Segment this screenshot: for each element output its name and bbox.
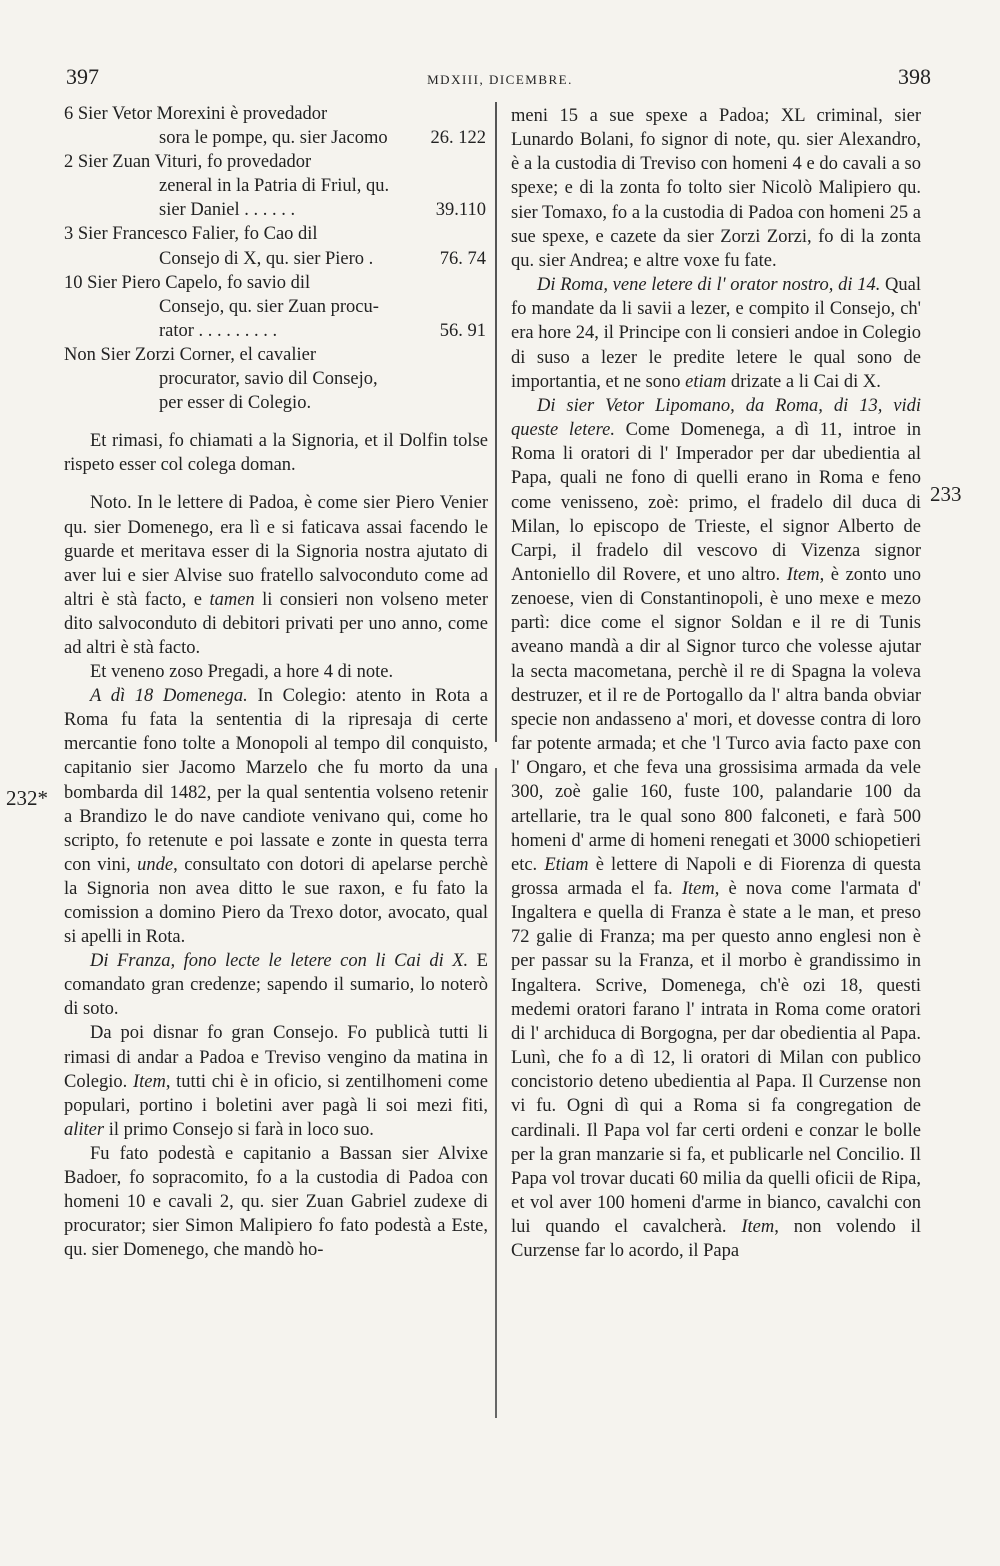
ledger-row (64, 102, 488, 126)
ledger-text: rator . . . . . . . . . (159, 320, 278, 341)
ledger-text: 10 Sier Piero Capelo, fo savio dil (64, 272, 311, 293)
ledger-row (64, 174, 488, 198)
ledger-row (64, 391, 488, 415)
ledger-row (64, 126, 488, 150)
page-number-left: 397 (66, 64, 99, 89)
ledger-row (64, 198, 488, 222)
paragraph: Di Franza, fono lecte le letere con li Cai di X. E comandato gran credenze; sapendo il sumario, lo noterò di soto. (64, 951, 488, 1020)
ledger-text: sier Daniel . . . . . . (159, 200, 296, 221)
ledger-text: Consejo, qu. sier Zuan procu- (159, 296, 379, 317)
ledger-row (64, 295, 488, 319)
paragraph: Di Roma, vene letere di l' orator nostro, di 14. Qual fo mandate da li savii a lezer, e compito il Consejo, ch' era hore 24, il Principe con li consieri andoe in Colegio di suso a lezer le predite letere le qual sono de importantia, et ne sono etiam drizate a li Cai di X. (511, 275, 921, 392)
paragraph: Fu fato podestà e capitanio a Bassan sier Alvixe Badoer, fo sopracomito, fo a la custodia di Padoa con homeni 10 e cavali 2, qu. sier Zuan Gabriel zudexe di procurator; sier Simon Malipiero fo fato podestà a Este, qu. sier Domenego, che mandò ho- (64, 1143, 488, 1261)
running-header: MDXIII, DICEMBRE. (427, 72, 573, 87)
ledger-row (64, 271, 488, 295)
ledger-vote-count: 56. 91 (439, 320, 486, 341)
paragraph: A dì 18 Domenega. In Colegio: atento in Rota a Roma fu fata la sententia di la ripresaja di certe mercantie fono tolte a Monopoli al tempo dil conquisto, capitanio sier Jacomo Marzelo che fu morto da una bombarda dil 1482, per la qual sententia volseno retenir a Brandizo le do nave candiote venivano qui, come ho scripto, fo retenute e poi lassate e zonte in questa terra con vini, unde, consultato con dotori di apelarse perchè la Signoria non avea ditto le sue raxon, e fu fato la comission a domino Piero da Trexo dotor, avocato, qual si apelli in Rota. (64, 686, 489, 948)
ledger-row (64, 150, 488, 174)
paragraph: meni 15 a sue spexe a Padoa; XL criminal, sier Lunardo Bolani, fo signor di note, qu. sier Alexandro, è a la custodia di Treviso con homeni 4 e do cavali a so spexe; e di la zonta fo tolto sier Nicolò Malipiero qu. sier Tomaxo, fo a la custodia di Padoa con homeni 25 a sue spexe, e cazete da sier Zorzi Zorzi, fo di la zonta qu. sier Andrea; e altre voxe fu fate. (511, 106, 921, 271)
ledger-text: Non Sier Zorzi Corner, el cavalier (64, 344, 316, 365)
ledger-text: per esser di Colegio. (159, 393, 312, 414)
ledger-row (64, 222, 488, 246)
ledger-text: sora le pompe, qu. sier Jacomo (159, 128, 388, 149)
margin-note-right: 233 (930, 482, 962, 506)
vote-ledger (64, 102, 488, 415)
ledger-vote-count: 39.110 (435, 200, 486, 221)
ledger-text: 3 Sier Francesco Falier, fo Cao dil (64, 224, 318, 245)
ledger-text: 2 Sier Zuan Vituri, fo provedador (64, 152, 312, 173)
paragraph: Da poi disnar fo gran Consejo. Fo publicà tutti li rimasi di andar a Padoa e Treviso vengino da matina in Colegio. Item, tutti chi è in oficio, si zentilhomeni come populari, portino i boletini aver pagà li soi mezi fiti, aliter il primo Consejo si farà in loco suo. (64, 1023, 488, 1140)
paragraph: Et veneno zoso Pregadi, a hore 4 di note. (90, 662, 394, 683)
ledger-row (64, 343, 488, 367)
margin-note-left: 232* (6, 786, 48, 810)
ledger-text: 6 Sier Vetor Morexini è provedador (64, 104, 328, 124)
paragraph: Noto. In le lettere di Padoa, è come sier Piero Venier qu. sier Domenego, era lì e si faticava assai facendo le guarde et meritava esser di la Signoria nostra ajutato di aver lui e sier Alvise suo fratello salvoconduto come ad altri è stà facto, e tamen li consieri non volseno meter dito salvoconduto di debitori privati per uno anno, come ad altri è stà facto. (64, 493, 488, 658)
ledger-vote-count: 26. 122 (430, 128, 486, 149)
column-divider (495, 768, 497, 1418)
left-column (64, 102, 488, 1262)
paragraph: Di sier Vetor Lipomano, da Roma, di 13, vidi queste letere. Come Domenega, a dì 11, introe in Roma li oratori di l' Imperador per dar ubedientia al Papa, quali ne fono di quelli erano in Roma e feno come venisseno, zoè: primo, el fradelo dil duca di Milan, lo episcopo de Trieste, el signor Alberto de Carpi, il fradelo dil vescovo di Vizenza signor Antoniello dil Rovere, et uno altro. Item, è zonto uno zenoese, vien di Constantinopoli, è uno mexe e mezo partì: dice come el signor Soldan e il re di Tunis aveano mandà a dir al Signor turco che volesse ajutar la secta macometana, perchè il re di Spagna la voleva destruzer, et il re de Portogallo da l' altra banda obviar specie non andasseno a' mori, et dovesse contra di loro far potente armada; et che 'l Turco avia facto paxe con l' Ongaro, et che feva una grossisima armada da vele 300, zoè galie 160, fuste 100, palandarie 100 da artellarie, tra le qual sono 800 falconeti, e farà 500 homeni d' arme di homeni renegati et 3000 schiopetieri etc. Etiam è lettere di Napoli e di Fiorenza di questa grossa armada el fa. Item, è nova come l'armata d' Ingaltera e quella di Franza è state a le man, et preso 72 galie di Franza; ma per questo anno englesi non è per passar su la Franza, et il morbo è grandissimo in Ingaltera. Scrive, Domenega, ch'è ozi 18, questi medemi oratori farano l' intrata in Roma come oratori di l' archiduca di Borgogna, per dar obedientia al Papa. Lunì, che fo a dì 12, li oratori di Milan con publico concistorio deteno ubedientia al Papa. Il Curzense non vi fu. Ogni dì qui a Roma si fa congregation de cardinali. Il Papa vol far certi ordeni e conzar le bolle per la gran manzarie si fa, et publicarle nel Concilio. Il Papa vol trovar ducati 60 milia da quelli oficii de Ripa, et vol aver 100 homeni d'arme in bianco, cavalchi con lui quando el cavalcherà. Item, non volendo il Curzense far lo acordo, il Papa (511, 395, 921, 1262)
ledger-text: procurator, savio dil Consejo, (159, 369, 378, 390)
column-divider (495, 102, 497, 742)
right-column (511, 104, 921, 1264)
ledger-text: Consejo di X, qu. sier Piero . (159, 248, 374, 269)
ledger-vote-count: 76. 74 (439, 248, 486, 269)
ledger-row (64, 319, 488, 343)
ledger-row (64, 367, 488, 391)
ledger-row (64, 247, 488, 271)
page-number-right: 398 (898, 64, 931, 89)
ledger-text: zeneral in la Patria di Friul, qu. (159, 176, 390, 197)
paragraph: Et rimasi, fo chiamati a la Signoria, et il Dolfin tolse rispeto esser col colega doman. (64, 431, 488, 476)
